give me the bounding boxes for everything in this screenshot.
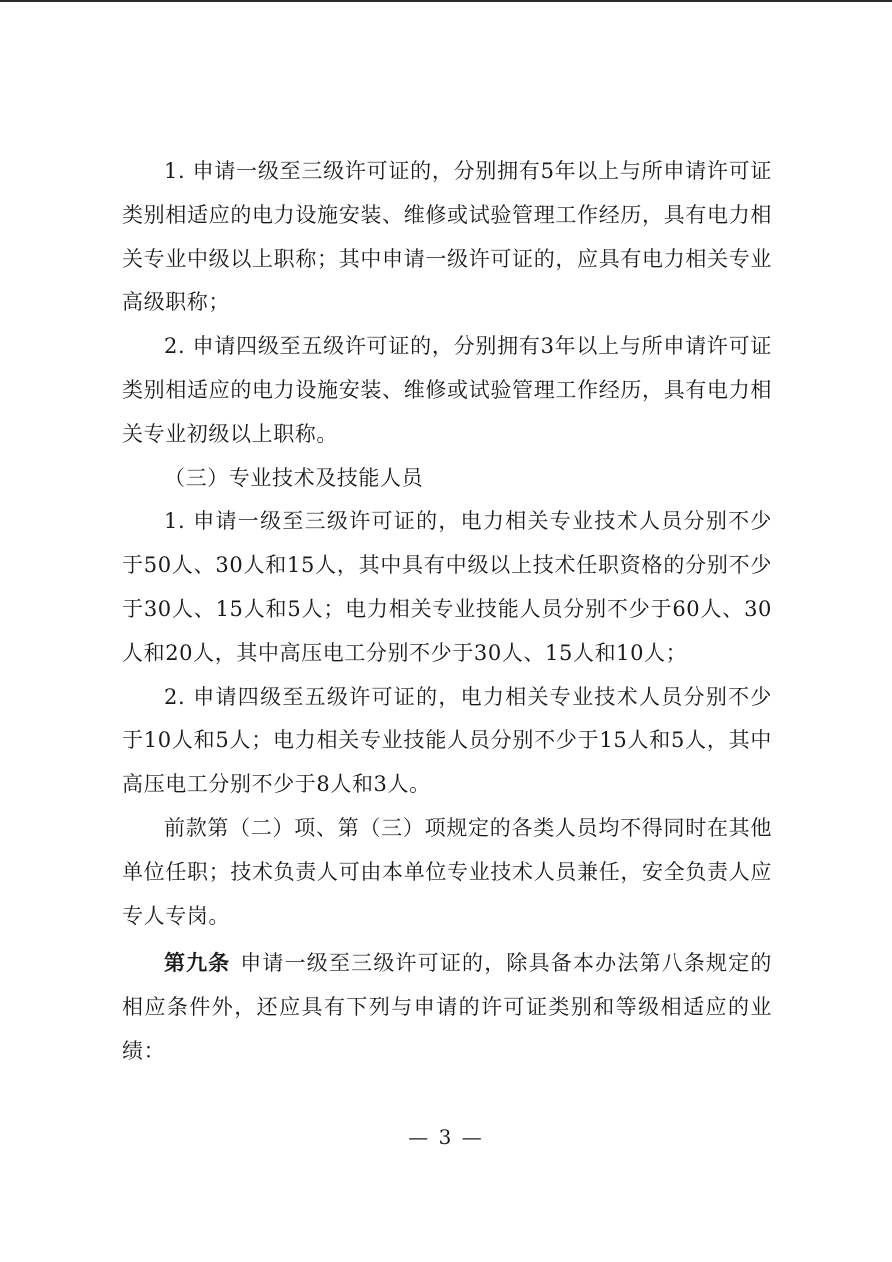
document-page (122, 150, 772, 1074)
paragraph-staff-level-4-5: 2. 申请四级至五级许可证的，电力相关专业技术人员分别不少于10人和5人；电力相关专业技能人员分别不少于15人和5人，其中高压电工分别不少于8人和3人。 (122, 684, 772, 797)
article-label: 第九条 (164, 951, 231, 976)
article-text: 申请一级至三级许可证的，除具备本办法第八条规定的相应条件外，还应具有下列与申请的许可证类别和等级相适应的业绩： (122, 951, 772, 1063)
article-nine (122, 942, 772, 1073)
top-border-line (0, 0, 892, 2)
paragraph-staff-level-1-3: 1. 申请一级至三级许可证的，电力相关专业技术人员分别不少于50人、30人和15人，其中具有中级以上技术任职资格的分别不少于30人、15人和5人；电力相关专业技能人员分别不少于60人、30人和20人，其中高压电工分别不少于30人、15人和10人； (122, 509, 772, 665)
paragraph-staff-restrictions: 前款第（二）项、第（三）项规定的各类人员均不得同时在其他单位任职；技术负责人可由本单位专业技术人员兼任，安全负责人应专人专岗。 (122, 815, 772, 928)
paragraph-manager-level-1-3: 1. 申请一级至三级许可证的，分别拥有5年以上与所申请许可证类别相适应的电力设施安装、维修或试验管理工作经历，具有电力相关专业中级以上职称；其中申请一级许可证的，应具有电力相关专业高级职称； (122, 159, 772, 315)
section-heading-technical-staff: （三）专业技术及技能人员 (164, 465, 424, 490)
page-number: — 3 — (408, 1125, 484, 1149)
paragraph-manager-level-4-5: 2. 申请四级至五级许可证的，分别拥有3年以上与所申请许可证类别相适应的电力设施安装、维修或试验管理工作经历，具有电力相关专业初级以上职称。 (122, 334, 772, 446)
